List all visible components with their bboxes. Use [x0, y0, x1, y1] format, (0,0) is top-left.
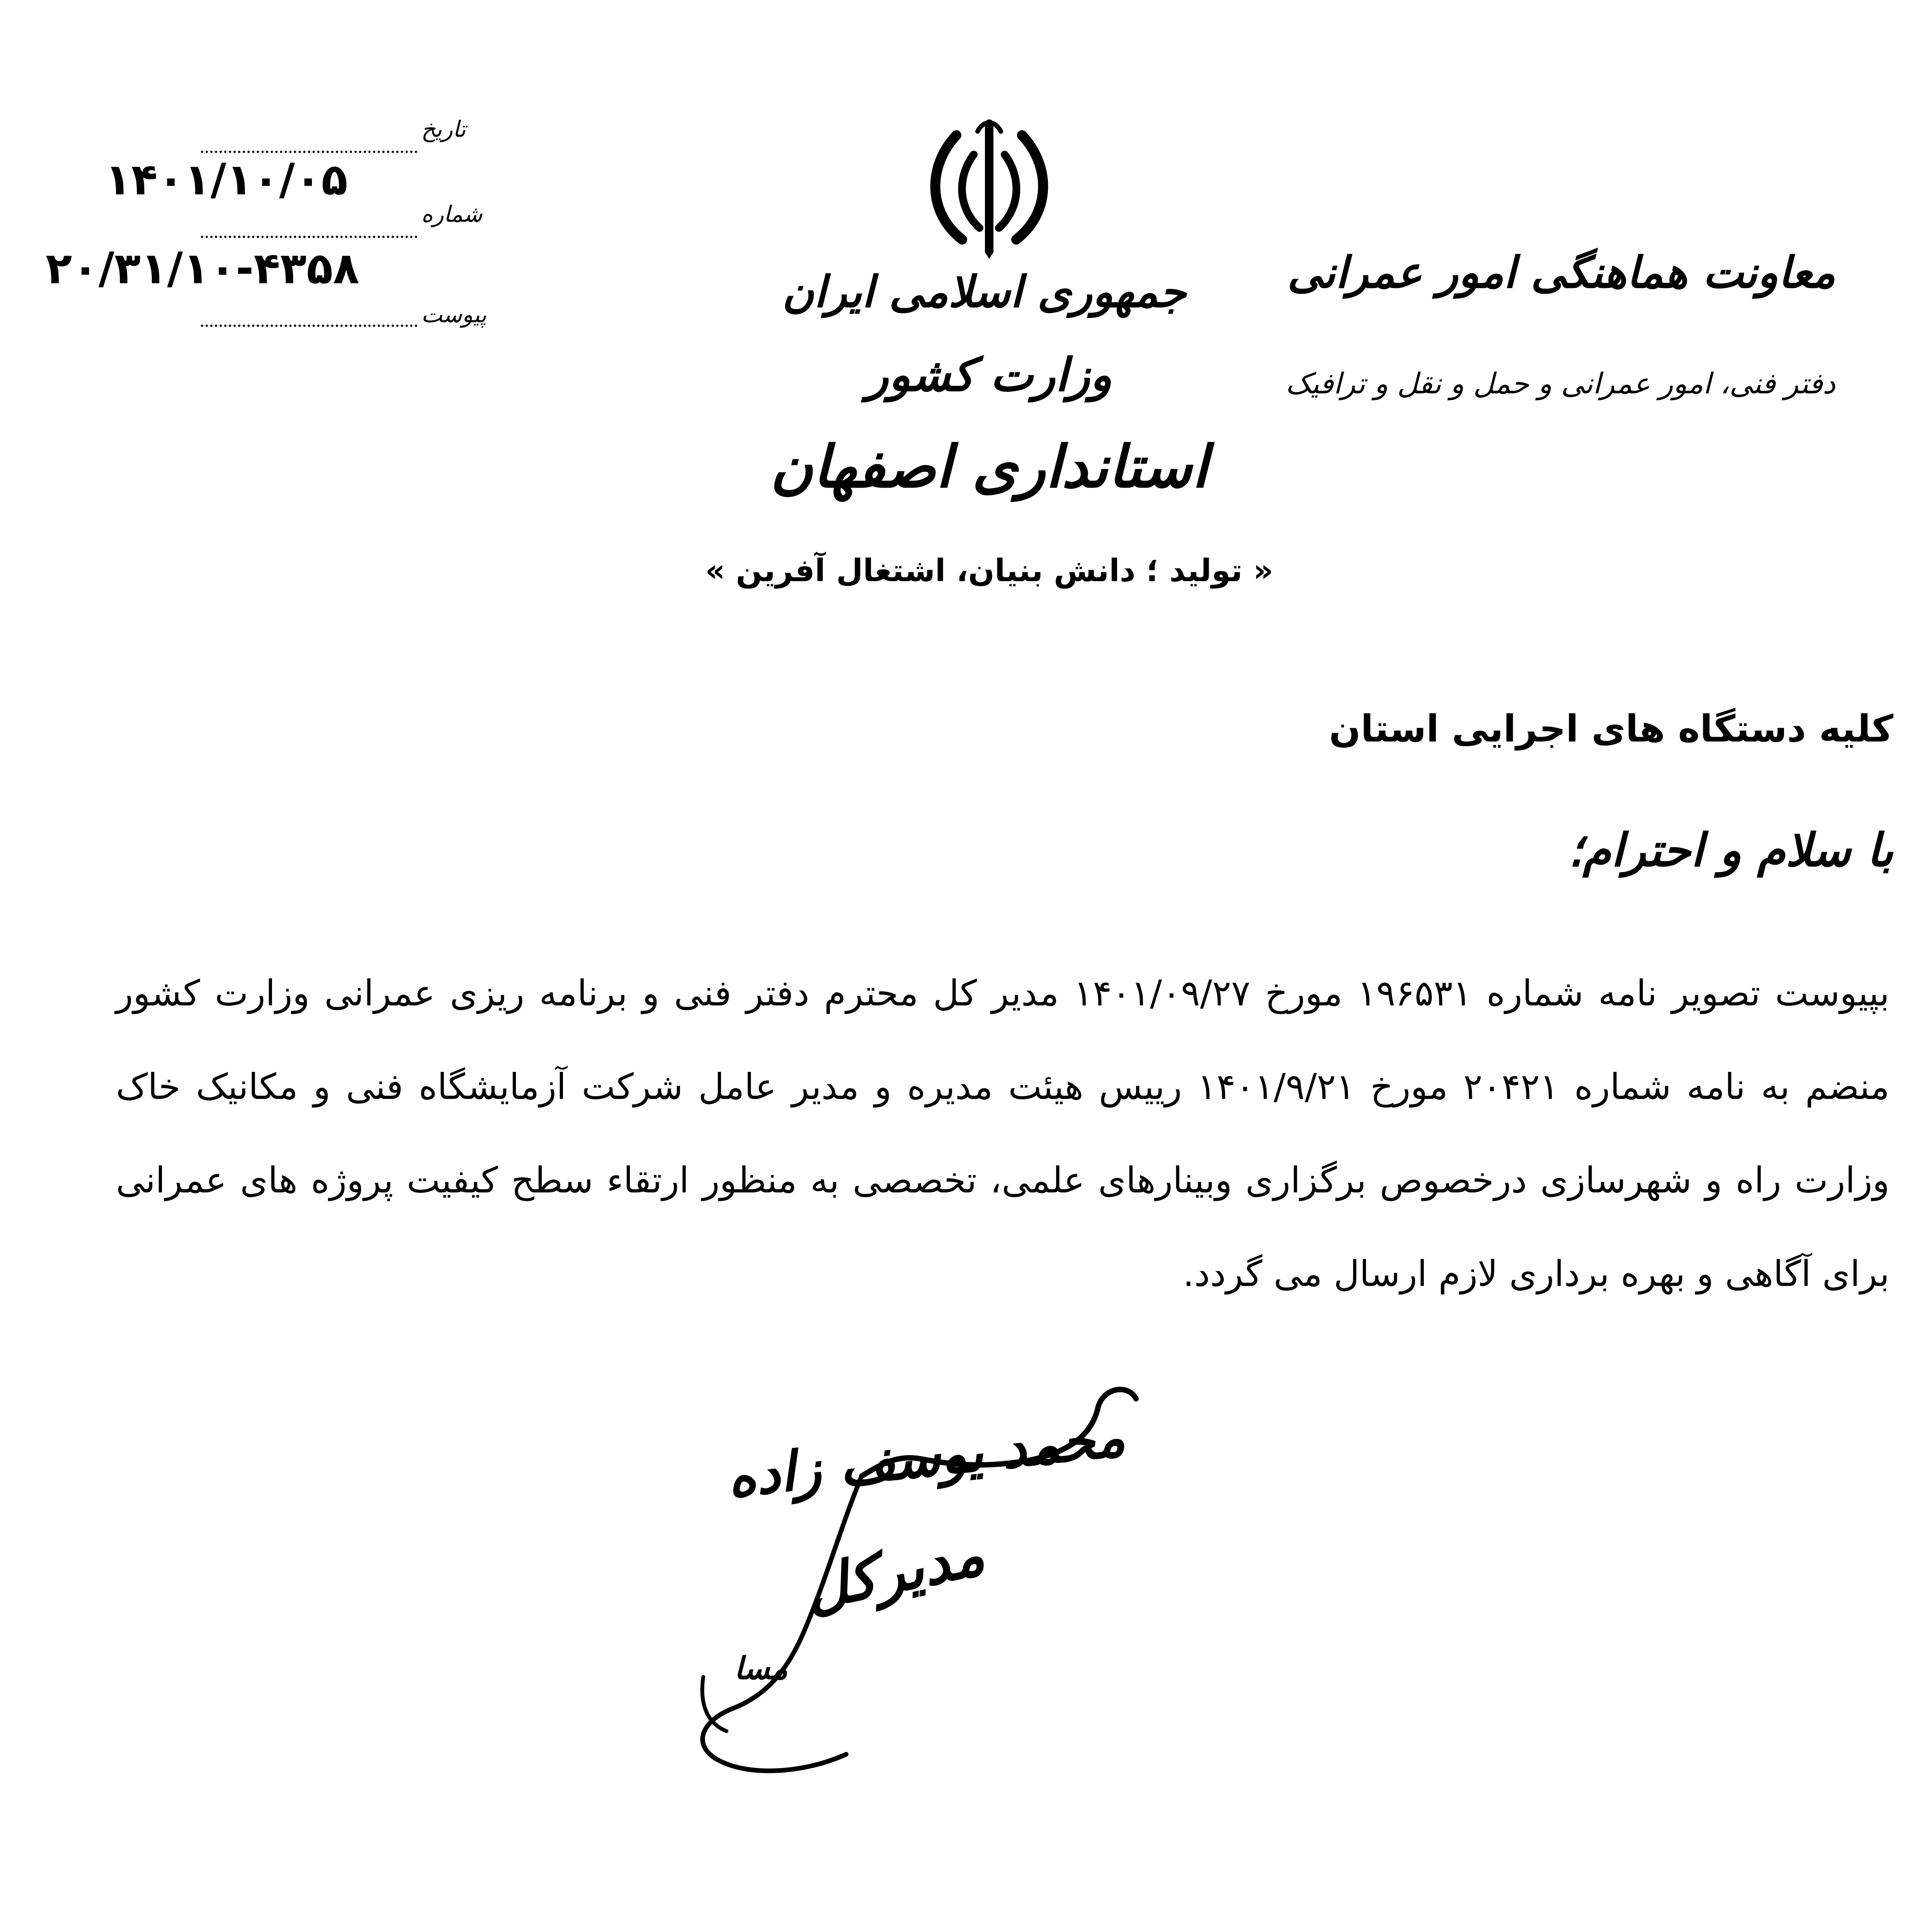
number-label: شماره [421, 201, 483, 227]
date-dots [201, 151, 417, 153]
iran-emblem-icon [920, 112, 1059, 259]
number-dots [201, 236, 417, 238]
department-subtitle: دفتر فنی، امور عمرانی و حمل و نقل و ترافیک [1286, 367, 1835, 400]
slogan: « تولید ؛ دانش بنیان، اشتغال آفرین » [705, 553, 1274, 588]
signature-initials: مسا [734, 1650, 788, 1686]
greeting: با سلام و احترام؛ [1568, 823, 1893, 877]
signature-name: محمد یوسف زاده [724, 1405, 1128, 1510]
department-title: معاونت هماهنگی امور عمرانی [1287, 247, 1835, 298]
date-label: تاریخ [421, 116, 466, 142]
number-value: ۲۰/۳۱/۱۰-۴۳۵۸ [46, 243, 359, 294]
governorate-title: استانداری اصفهان [770, 433, 1208, 501]
signature-title: مدیرکل [798, 1520, 990, 1624]
attachment-label: پیوست [421, 301, 487, 328]
body-paragraph: بپیوست تصویر نامه شماره ۱۹۶۵۳۱ مورخ ۱۴۰۱/۰۹/۲۷ مدیر کل محترم دفتر فنی و برنامه ریزی عمرانی وزارت کشور منضم به نامه شماره ۲۰۴۲۱ مورخ ۱۴۰۱/۹/۲۱ رییس هیئت مدیره و مدیر عامل شرکت آزمایشگاه فنی و مکانیک خاک وزارت راه و شهرسازی درخصوص برگزاری وبینارهای علمی، تخصصی به منظور ارتقاء سطح کیفیت پروژه های عمرانی برای آگاهی و بهره برداری لازم ارسال می گردد. [116, 973, 1890, 1294]
recipient: کلیه دستگاه های اجرایی استان [1329, 707, 1893, 750]
country-title: جمهوری اسلامی ایران [782, 267, 1186, 317]
date-value: ۱۴۰۱/۱۰/۰۵ [105, 155, 348, 205]
ministry-title: وزارت کشور [866, 348, 1112, 401]
attachment-dots [201, 325, 417, 327]
